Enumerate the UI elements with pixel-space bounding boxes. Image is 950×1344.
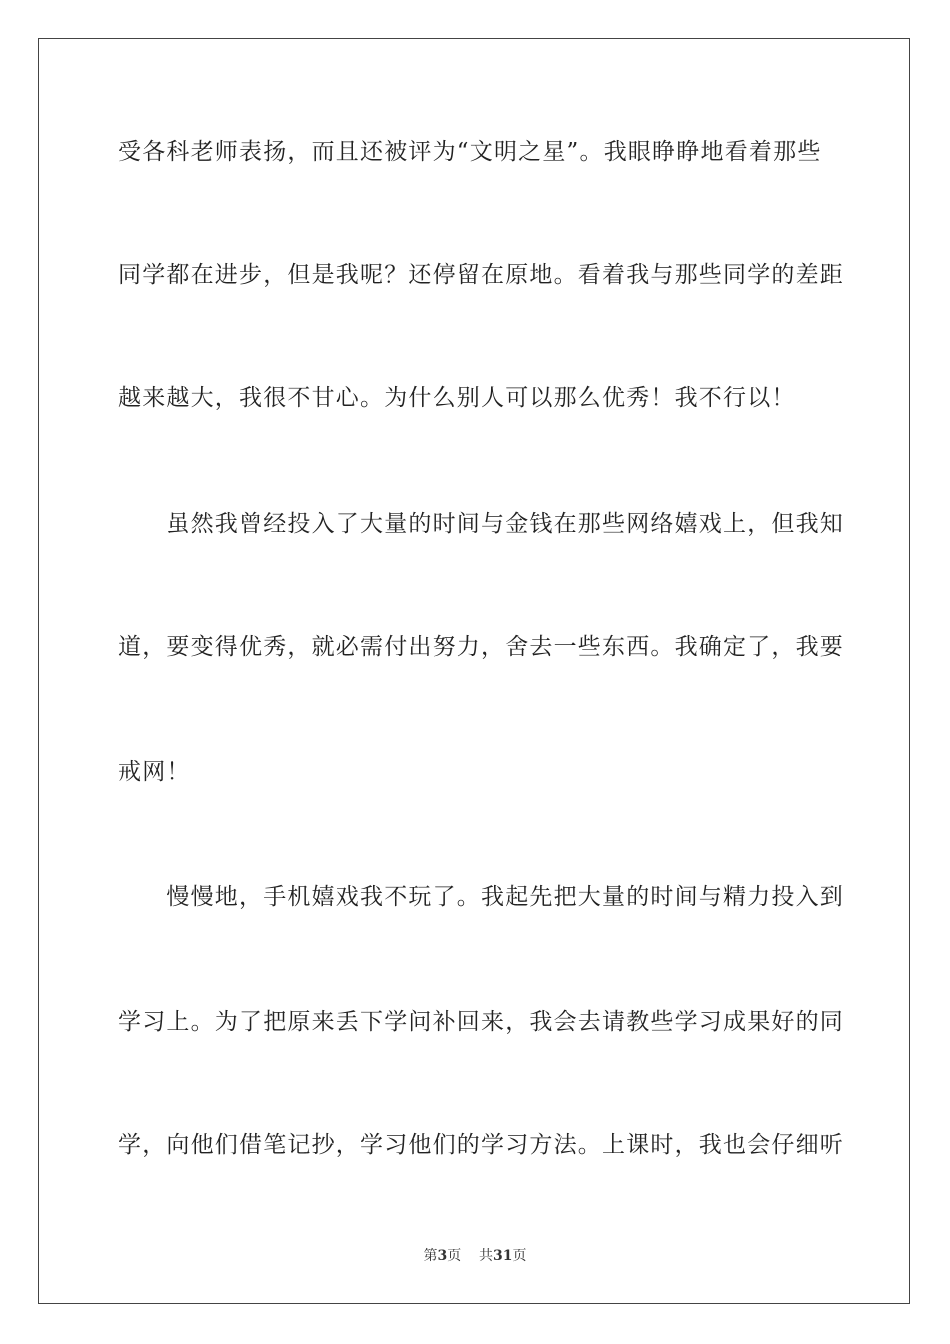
text-line-6: 戒网！ bbox=[118, 759, 191, 785]
text-line-9: 学，向他们借笔记抄，学习他们的学习方法。上课时，我也会仔细听 bbox=[118, 1132, 844, 1158]
text-line-4: 虽然我曾经投入了大量的时间与金钱在那些网络嬉戏上，但我知 bbox=[118, 511, 844, 537]
text-line-5: 道，要变得优秀，就必需付出努力，舍去一些东西。我确定了，我要 bbox=[118, 634, 844, 660]
text-line-2: 同学都在进步，但是我呢？还停留在原地。看着我与那些同学的差距 bbox=[118, 262, 844, 288]
text-line-8: 学习上。为了把原来丢下学问补回来，我会去请教些学习成果好的同 bbox=[118, 1009, 844, 1035]
total-prefix: 共 bbox=[479, 1248, 494, 1264]
total-suffix: 页 bbox=[512, 1248, 527, 1264]
total-pages: 31 bbox=[493, 1248, 513, 1264]
text-line-1: 受各科老师表扬，而且还被评为“文明之星”。我眼睁睁地看着那些 bbox=[118, 139, 822, 165]
page-border bbox=[38, 38, 910, 1304]
page-footer bbox=[0, 1247, 950, 1265]
page-suffix: 页 bbox=[447, 1248, 462, 1264]
page-prefix: 第 bbox=[423, 1248, 438, 1264]
text-line-7: 慢慢地，手机嬉戏我不玩了。我起先把大量的时间与精力投入到 bbox=[118, 884, 844, 910]
page-number: 3 bbox=[437, 1248, 448, 1264]
text-line-3: 越来越大，我很不甘心。为什么别人可以那么优秀！我不行以！ bbox=[118, 385, 796, 411]
